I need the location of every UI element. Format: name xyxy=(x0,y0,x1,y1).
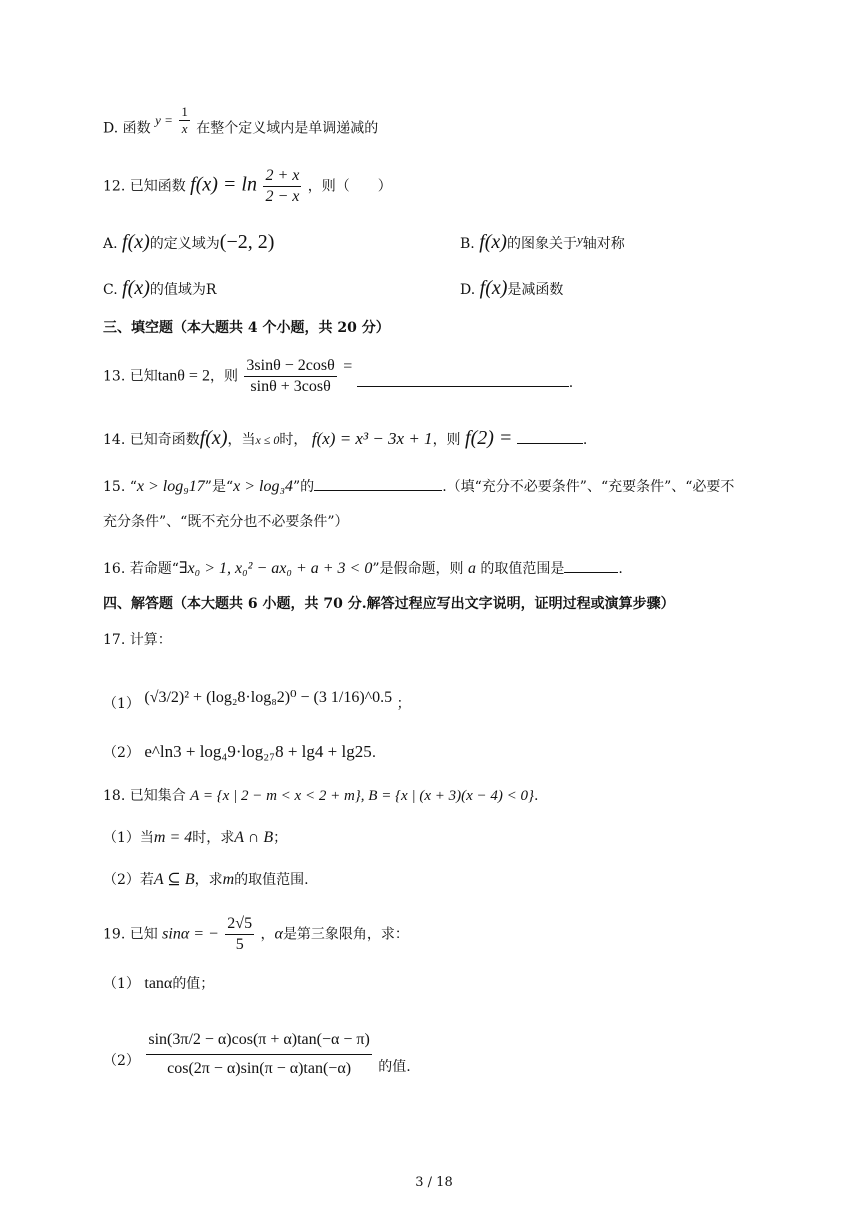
q18-p1-a: （1）当 xyxy=(103,830,154,846)
q17-p2-end: . xyxy=(371,745,377,761)
q19-var: α xyxy=(274,925,283,943)
q14 xyxy=(103,428,587,450)
q15-c: ”的 xyxy=(293,479,315,495)
q11-d-frac-num: 1 xyxy=(181,104,188,119)
q12-b-text2: 轴对称 xyxy=(582,236,625,252)
q18-p1-c: ； xyxy=(273,830,288,846)
q18-p1-m: m = 4 xyxy=(153,829,193,846)
q13-frac-den: sinθ + 3cosθ xyxy=(250,378,331,395)
q15-b: ”是“ xyxy=(204,479,234,495)
q12-number: 12. 已知函数 xyxy=(103,178,186,195)
q19-mid: ， xyxy=(260,926,275,943)
q16-a: 16. 若命题“ xyxy=(103,561,179,577)
q14-def: f(x) = x³ − 3x + 1 xyxy=(311,429,433,448)
q18-p2-c: 的取值范围. xyxy=(234,872,309,888)
q16-c: 的取值范围是 xyxy=(480,561,565,577)
q18-p2-rel: A ⊆ B xyxy=(153,871,195,888)
q15-d: .（填“充分不必要条件”、“充要条件”、“必要不 xyxy=(442,479,735,495)
q12-option-d xyxy=(460,278,563,300)
q19-p2-text: 的值. xyxy=(378,1058,411,1075)
q18-p1-set: A ∩ B xyxy=(234,829,274,846)
q14-number: 14. 已知奇函数 xyxy=(103,432,200,448)
q16-answer-blank xyxy=(564,558,618,573)
q18-p1-b: 时，求 xyxy=(192,830,235,846)
q13-equals: = xyxy=(343,357,353,375)
q12-d-text: 是减函数 xyxy=(507,282,564,298)
q17-p2-expr: e^ln3 + log₄9·log₂₇8 + lg4 + lg25 xyxy=(144,742,372,761)
q12-d-math: f(x) xyxy=(479,277,508,299)
q12-stem xyxy=(103,166,392,207)
q11-d-frac-den: x xyxy=(181,121,188,136)
q12-option-c xyxy=(103,278,216,300)
q19-p1-expr: tanα xyxy=(144,975,173,992)
q18-part2 xyxy=(103,870,309,890)
q12-c-text: 的值域为R xyxy=(149,282,217,298)
q12-frac-den: 2 − x xyxy=(265,188,300,205)
q19-p2-num: sin(3π/2 − α)cos(π + α)tan(−α − π) xyxy=(146,1030,371,1055)
q12-b-text1: 的图象关于 xyxy=(506,236,577,252)
q17-p1-end: ； xyxy=(396,696,411,712)
q18-stem xyxy=(103,786,538,806)
q17-p1-label: （1） xyxy=(103,696,140,712)
q18-p2-b: ，求 xyxy=(194,872,223,888)
q14-end: . xyxy=(582,432,588,448)
q16-var: a xyxy=(467,560,476,577)
q12-b-label: B. xyxy=(460,236,475,252)
q12-option-a xyxy=(103,232,274,254)
q19-p1-text: 的值； xyxy=(172,976,215,992)
q14-cond: x ≤ 0 xyxy=(255,433,280,447)
q14-shi: 时， xyxy=(279,432,308,448)
q18-expr: A = {x | 2 − m < x < 2 + m}, B = {x | (x + 3)(x − 4) < 0} xyxy=(190,788,534,804)
q16-end: . xyxy=(618,561,623,577)
q15-a: 15. “ xyxy=(103,479,137,495)
q17-stem: 17. 计算： xyxy=(103,632,172,648)
q12-a-label: A. xyxy=(103,236,118,252)
q12-d-label: D. xyxy=(460,282,476,298)
page-number: 3 / 18 xyxy=(415,1175,453,1190)
q12-b-math: f(x) xyxy=(479,231,507,253)
q19-frac-num: 2√5 xyxy=(225,914,254,935)
q13-mid: ，则 xyxy=(209,368,238,385)
q19-number: 19. 已知 xyxy=(103,926,158,943)
q14-ze: ，则 xyxy=(432,432,461,448)
q11-d-label: D. 函数 xyxy=(103,120,151,137)
q15-answer-blank xyxy=(314,476,442,491)
q17-p1-expr: (√3/2)² + (log₂8·log₈2)⁰ − (3 1/16)^0.5 xyxy=(144,689,393,706)
q14-when: ，当 xyxy=(227,432,256,448)
q12-tail: ，则（ ） xyxy=(307,178,392,195)
q16-expr: ∃x₀ > 1, x₀² − ax₀ + a + 3 < 0 xyxy=(178,560,373,577)
q12-c-label: C. xyxy=(103,282,118,298)
q13-frac-num: 3sinθ − 2cosθ xyxy=(244,356,336,377)
q15-line2: 充分条件”、“既不充分也不必要条件”） xyxy=(103,514,349,530)
q14-ask: f(2) = xyxy=(465,427,513,449)
q11-d-text: 在整个定义域内是单调递减的 xyxy=(196,120,379,137)
q19-tail: 是第三象限角，求： xyxy=(282,926,409,943)
q16-b: ”是假命题，则 xyxy=(372,561,464,577)
q18-end: . xyxy=(534,788,539,804)
q13-number: 13. 已知 xyxy=(103,368,158,385)
q17-p2-label: （2） xyxy=(103,745,140,761)
q13-answer-blank xyxy=(357,372,569,387)
q12-a-text: 的定义域为 xyxy=(149,236,220,252)
q11-d-math-lhs: y = xyxy=(155,112,173,128)
q14-answer-blank xyxy=(517,429,583,444)
section-4-title: 四、解答题（本大题共 6 小题，共 70 分.解答过程应写出文字说明，证明过程或演算步骤） xyxy=(103,596,675,612)
q13 xyxy=(103,356,573,397)
q18-p2-m: m xyxy=(222,871,235,888)
q12-c-math: f(x) xyxy=(122,277,150,299)
q19-p2-label: （2） xyxy=(103,1052,140,1069)
q14-f: f(x) xyxy=(199,427,228,449)
q17-part1 xyxy=(103,689,411,714)
q16 xyxy=(103,558,623,579)
q19-frac-den: 5 xyxy=(235,936,244,953)
q12-a-value: (−2, 2) xyxy=(219,231,275,253)
q13-given: tanθ = 2 xyxy=(157,367,210,385)
q18-number: 18. 已知集合 xyxy=(103,788,186,804)
q12-a-math: f(x) xyxy=(122,231,150,253)
q19-lhs: sinα = − xyxy=(162,925,219,943)
q19-stem xyxy=(103,914,409,955)
q12-option-b xyxy=(460,232,625,254)
q17-part2 xyxy=(103,742,376,763)
q11-option-d xyxy=(103,104,379,145)
q13-end: . xyxy=(568,374,574,391)
q15-cond1: x > log₉17 xyxy=(136,478,205,495)
section-3-title: 三、填空题（本大题共 4 个小题，共 20 分） xyxy=(103,320,390,336)
q12-frac-num: 2 + x xyxy=(263,166,301,187)
q12-math-lhs: f(x) = ln xyxy=(190,173,257,196)
q19-p2-den: cos(2π − α)sin(π − α)tan(−α) xyxy=(167,1060,352,1077)
q12-b-var: y xyxy=(576,232,583,247)
q15-line1 xyxy=(103,476,734,497)
q19-p1-label: （1） xyxy=(103,976,140,992)
q18-part1 xyxy=(103,828,287,848)
q18-p2-a: （2）若 xyxy=(103,872,154,888)
q15-cond2: x > log₃4 xyxy=(233,478,294,495)
q19-part2 xyxy=(103,1030,411,1079)
q19-part1 xyxy=(103,974,214,994)
